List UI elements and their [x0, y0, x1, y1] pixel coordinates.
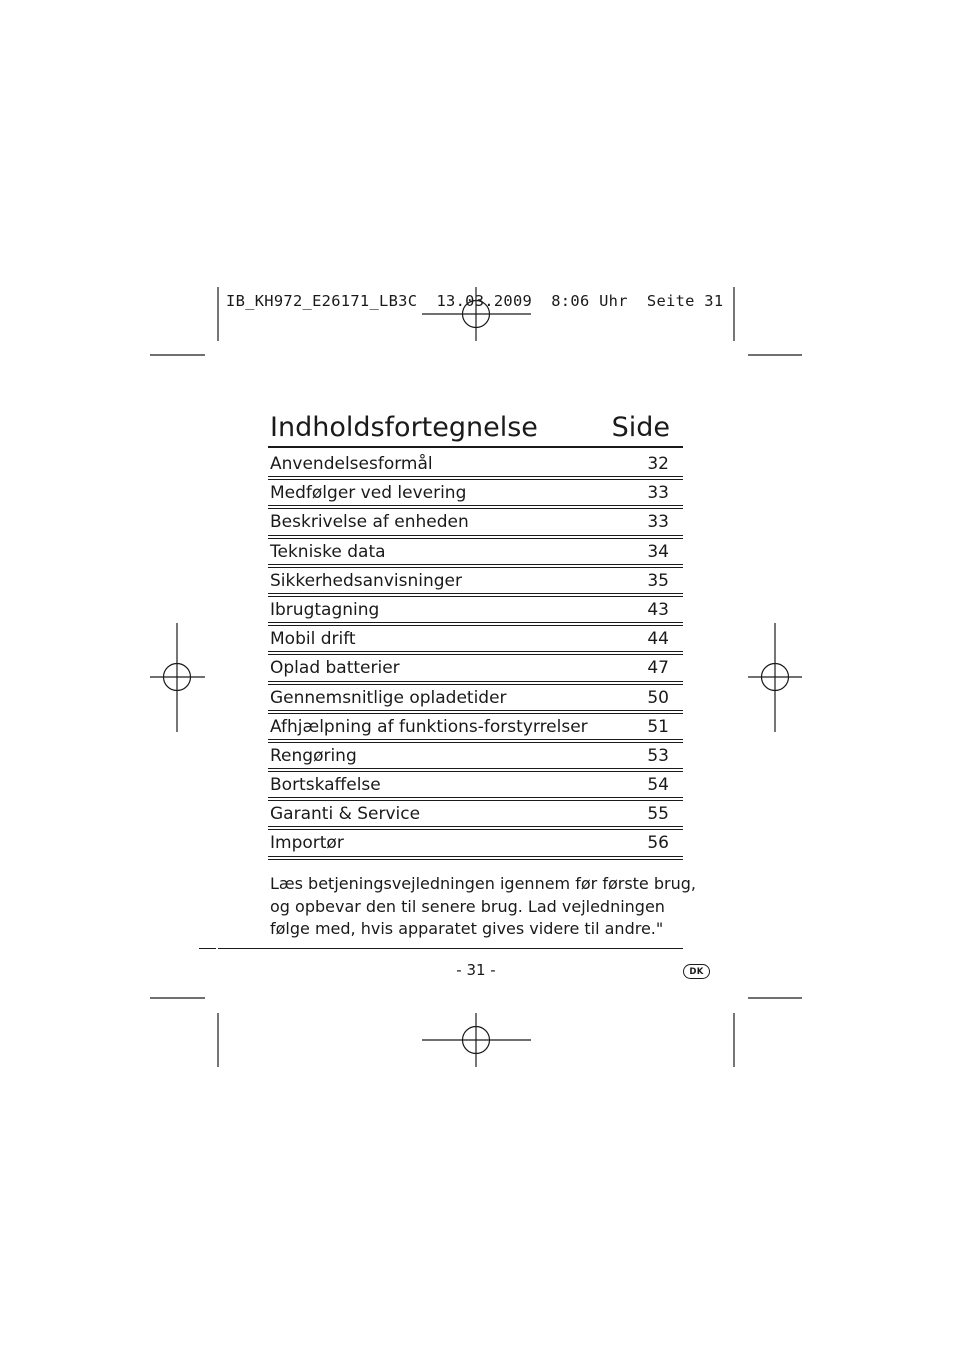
crop-mark-top-left [150, 287, 218, 355]
intro-line: Læs betjeningsvejledningen igennem før første brug, [270, 874, 696, 893]
toc-entry-title: Oplad batterier [270, 658, 400, 679]
toc-entry[interactable] [268, 626, 683, 655]
toc-entry-page: 35 [647, 570, 669, 591]
toc-entry[interactable] [268, 568, 683, 597]
table-of-contents [268, 451, 683, 860]
toc-entry[interactable] [268, 685, 683, 714]
intro-line: følge med, hvis apparatet gives videre til andre." [270, 919, 664, 938]
toc-heading-rule [268, 446, 683, 448]
intro-line: og opbevar den til senere brug. Lad vejledningen [270, 896, 665, 916]
crop-mark-bottom-left [150, 998, 218, 1067]
page-number: - 31 - [456, 961, 496, 979]
toc-entry[interactable] [268, 480, 683, 509]
toc-entry-title: Anvendelsesformål [270, 454, 433, 474]
toc-entry[interactable] [268, 539, 683, 568]
toc-entry[interactable] [268, 743, 683, 772]
print-slug: IB_KH972_E26171_LB3C 13.03.2009 8:06 Uhr Seite 31 [226, 292, 724, 310]
toc-entry-title: Tekniske data [270, 541, 386, 562]
toc-entry[interactable] [268, 451, 683, 480]
intro-paragraph [270, 873, 700, 941]
crop-mark-top-right [734, 287, 802, 355]
crop-mark-bottom-right [734, 998, 802, 1067]
toc-entry-page: 43 [647, 599, 669, 620]
language-badge: DK [683, 964, 710, 979]
toc-heading-page-label: Side [611, 412, 670, 443]
toc-entry[interactable] [268, 830, 683, 859]
toc-entry-title: Sikkerhedsanvisninger [270, 570, 462, 591]
toc-entry-page: 51 [647, 716, 669, 737]
toc-entry-title: Ibrugtagning [270, 599, 380, 620]
toc-entry[interactable] [268, 801, 683, 830]
toc-entry-page: 34 [647, 541, 669, 562]
toc-entry-page: 44 [647, 629, 669, 650]
toc-entry-title: Gennemsnitlige opladetider [270, 687, 507, 708]
footer-rule-margin [199, 948, 216, 949]
toc-entry-title: Importør [270, 833, 344, 854]
toc-heading [270, 405, 670, 445]
toc-entry-title: Mobil drift [270, 629, 356, 650]
toc-entry-page: 50 [647, 687, 669, 708]
toc-entry-page: 56 [647, 833, 669, 854]
toc-entry[interactable] [268, 597, 683, 626]
footer-rule [218, 948, 683, 949]
toc-entry-page: 33 [647, 483, 669, 504]
toc-entry-page: 33 [647, 512, 669, 533]
toc-entry-title: Garanti & Service [270, 804, 421, 825]
toc-entry[interactable] [268, 772, 683, 801]
toc-entry[interactable] [268, 509, 683, 538]
toc-entry-page: 55 [647, 804, 669, 825]
toc-entry-title: Medfølger ved levering [270, 483, 467, 504]
toc-entry-title: Rengøring [270, 745, 357, 766]
toc-entry[interactable] [268, 655, 683, 684]
toc-entry-title: Beskrivelse af enheden [270, 512, 469, 533]
toc-entry-page: 54 [647, 775, 669, 796]
registration-mark-right [748, 623, 802, 732]
toc-entry-title: Bortskaffelse [270, 775, 381, 796]
toc-heading-title: Indholdsfortegnelse [270, 412, 538, 443]
registration-mark-left [150, 623, 205, 732]
toc-entry-page: 47 [647, 658, 669, 679]
registration-mark-bottom [422, 1013, 531, 1067]
toc-entry-page: 32 [647, 454, 669, 474]
toc-entry-page: 53 [647, 745, 669, 766]
toc-entry[interactable] [268, 714, 683, 743]
toc-entry-title: Afhjælpning af funktions-forstyrrelser [270, 716, 588, 737]
